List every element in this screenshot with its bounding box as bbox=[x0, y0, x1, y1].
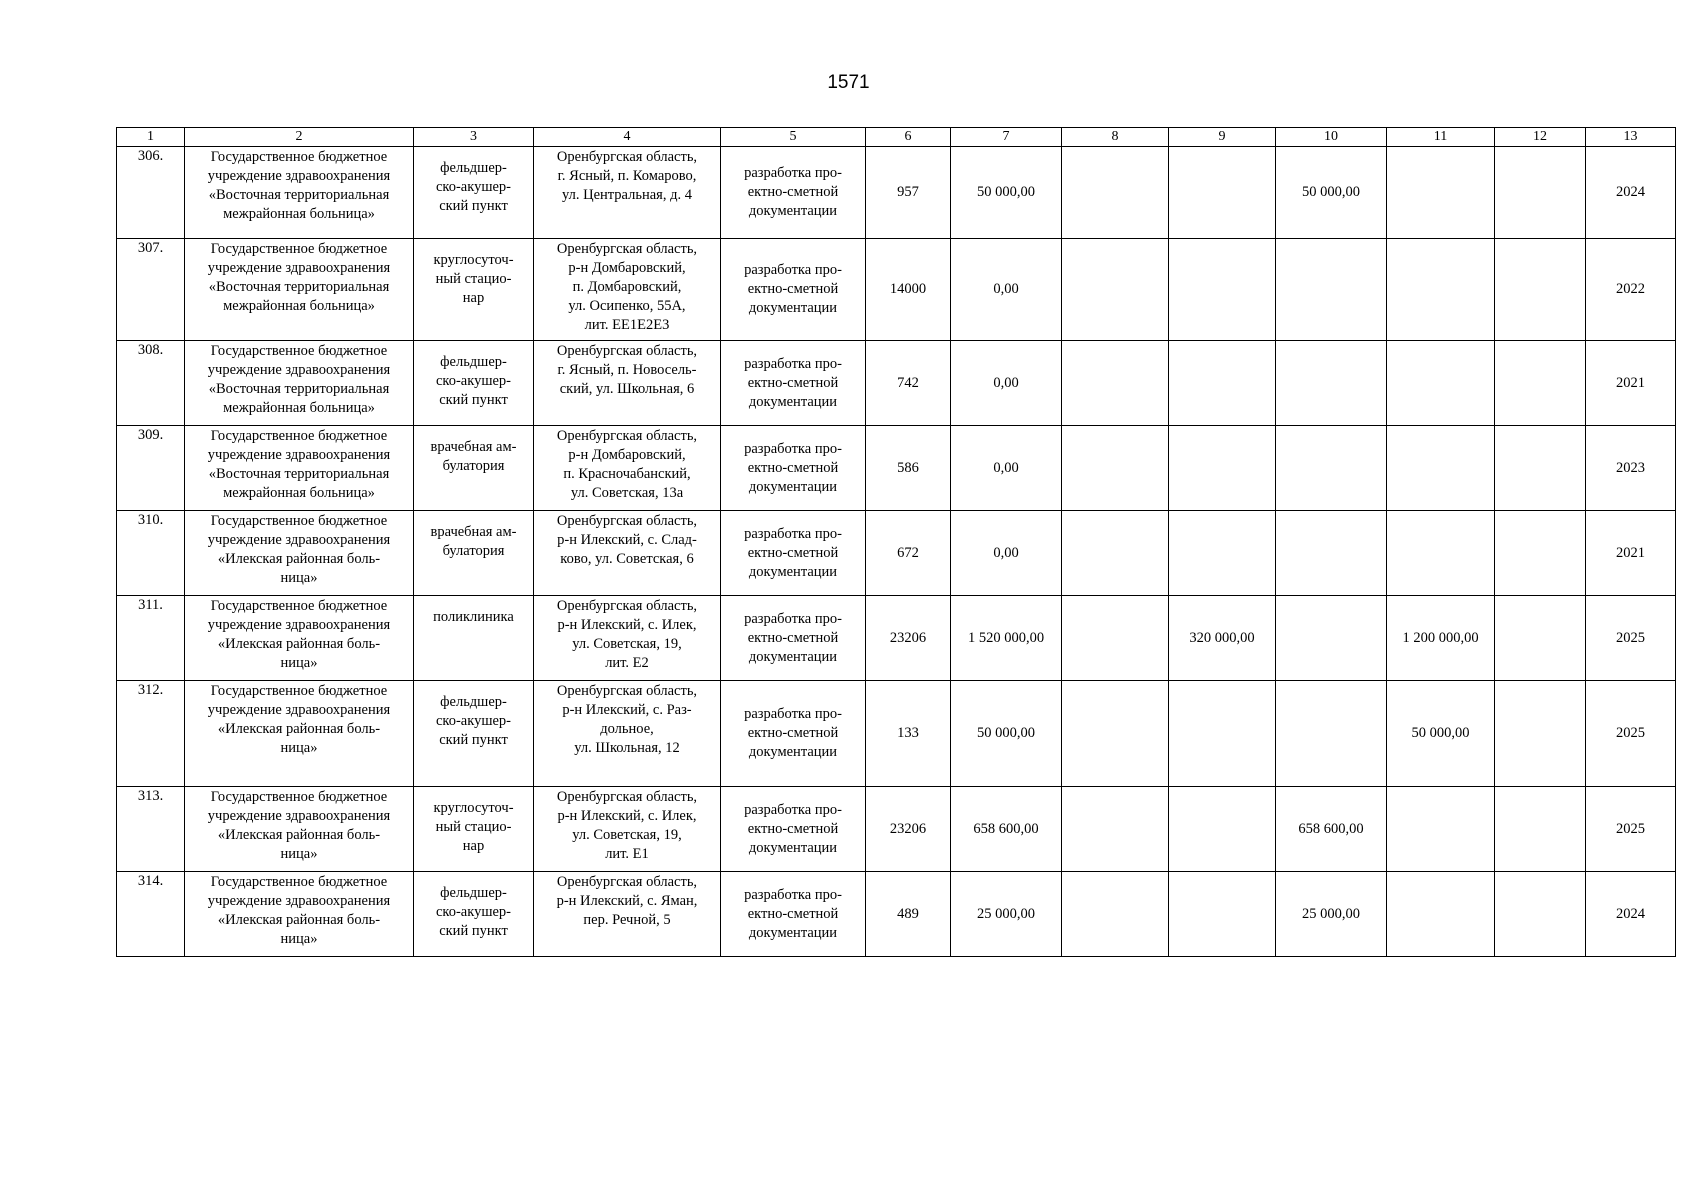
column-number-header: 9 bbox=[1169, 128, 1276, 147]
work-type-cell bbox=[721, 147, 866, 239]
work-type-cell-line: ектно-сметной bbox=[747, 281, 839, 297]
organization-cell bbox=[185, 239, 414, 341]
work-type-cell-line: документации bbox=[748, 648, 838, 665]
work-type-cell-line: документации bbox=[748, 478, 838, 495]
column-number-header: 13 bbox=[1586, 128, 1676, 147]
row-number-cell: 310. bbox=[117, 511, 185, 596]
row-number-cell: 314. bbox=[117, 872, 185, 957]
organization-cell-line: ница» bbox=[280, 846, 318, 862]
facility-type-cell bbox=[414, 787, 534, 872]
table-row bbox=[117, 147, 1676, 239]
facility-type-cell-line: ский пункт bbox=[439, 198, 508, 214]
organization-cell-line: «Илекская районная боль- bbox=[217, 827, 381, 843]
value-cell-10: 50 000,00 bbox=[1276, 147, 1387, 239]
table-row bbox=[117, 787, 1676, 872]
value-cell-8 bbox=[1062, 147, 1169, 239]
organization-cell-line: учреждение здравоохранения bbox=[207, 808, 391, 824]
address-cell-line: дольное, bbox=[600, 721, 654, 737]
organization-cell-line: ница» bbox=[280, 931, 318, 947]
address-cell-line: ский, ул. Школьная, 6 bbox=[559, 381, 695, 397]
organization-cell-line: учреждение здравоохранения bbox=[207, 893, 391, 909]
organization-cell-line: ница» bbox=[280, 570, 318, 586]
facility-type-cell bbox=[414, 239, 534, 341]
address-cell bbox=[534, 872, 721, 957]
value-cell-9 bbox=[1169, 426, 1276, 511]
value-cell-11: 1 200 000,00 bbox=[1387, 596, 1495, 681]
value-cell-12 bbox=[1495, 872, 1586, 957]
value-cell-12 bbox=[1495, 426, 1586, 511]
value-cell-12 bbox=[1495, 511, 1586, 596]
address-cell-line: ул. Центральная, д. 4 bbox=[562, 187, 692, 203]
value-cell-7: 50 000,00 bbox=[951, 681, 1062, 787]
value-cell-10 bbox=[1276, 511, 1387, 596]
value-cell-6: 23206 bbox=[866, 596, 951, 681]
value-cell-13: 2024 bbox=[1586, 147, 1676, 239]
address-cell-line: Оренбургская область, bbox=[556, 513, 698, 529]
address-cell-line: р-н Домбаровский, bbox=[568, 447, 686, 463]
work-type-cell-line: документации bbox=[748, 924, 838, 941]
organization-cell-line: межрайонная больница» bbox=[223, 206, 375, 222]
address-cell-line: р-н Илекский, с. Илек, bbox=[557, 617, 697, 633]
organization-cell-line: «Восточная территориальная bbox=[208, 279, 390, 295]
organization-cell-line: ница» bbox=[280, 655, 318, 671]
value-cell-11 bbox=[1387, 787, 1495, 872]
column-number-header: 3 bbox=[414, 128, 534, 147]
address-cell-line: р-н Илекский, с. Яман, bbox=[556, 893, 698, 909]
value-cell-9 bbox=[1169, 239, 1276, 341]
column-number-header: 12 bbox=[1495, 128, 1586, 147]
work-type-cell bbox=[721, 787, 866, 872]
organization-cell bbox=[185, 511, 414, 596]
value-cell-6: 957 bbox=[866, 147, 951, 239]
work-type-cell-line: ектно-сметной bbox=[747, 374, 839, 391]
work-type-cell-line: разработка про- bbox=[744, 355, 842, 372]
value-cell-7: 1 520 000,00 bbox=[951, 596, 1062, 681]
organization-cell-line: учреждение здравоохранения bbox=[207, 168, 391, 184]
work-type-cell-line: документации bbox=[748, 393, 838, 410]
row-number-cell: 306. bbox=[117, 147, 185, 239]
value-cell-13: 2025 bbox=[1586, 596, 1676, 681]
value-cell-10: 658 600,00 bbox=[1276, 787, 1387, 872]
work-type-cell bbox=[721, 596, 866, 681]
facility-type-cell bbox=[414, 681, 534, 787]
facility-type-cell bbox=[414, 147, 534, 239]
value-cell-6: 23206 bbox=[866, 787, 951, 872]
work-type-cell bbox=[721, 872, 866, 957]
value-cell-9 bbox=[1169, 511, 1276, 596]
value-cell-6: 586 bbox=[866, 426, 951, 511]
row-number-cell: 309. bbox=[117, 426, 185, 511]
column-number-header: 2 bbox=[185, 128, 414, 147]
value-cell-7: 658 600,00 bbox=[951, 787, 1062, 872]
value-cell-10 bbox=[1276, 681, 1387, 787]
work-type-cell-line: разработка про- bbox=[744, 801, 842, 818]
facility-type-cell-line: ско-акушер- bbox=[435, 713, 512, 729]
value-cell-7: 25 000,00 bbox=[951, 872, 1062, 957]
facility-type-cell bbox=[414, 511, 534, 596]
value-cell-8 bbox=[1062, 787, 1169, 872]
organization-cell-line: учреждение здравоохранения bbox=[207, 702, 391, 718]
value-cell-9 bbox=[1169, 787, 1276, 872]
value-cell-11 bbox=[1387, 426, 1495, 511]
work-type-cell-line: разработка про- bbox=[744, 610, 842, 627]
column-number-header: 11 bbox=[1387, 128, 1495, 147]
address-cell-line: ул. Советская, 19, bbox=[572, 636, 682, 652]
value-cell-12 bbox=[1495, 147, 1586, 239]
address-cell-line: Оренбургская область, bbox=[556, 789, 698, 805]
address-cell-line: лит. Е2 bbox=[605, 655, 649, 671]
facility-type-cell-line: булатория bbox=[442, 458, 505, 474]
organization-cell-line: «Илекская районная боль- bbox=[217, 551, 381, 567]
address-cell bbox=[534, 426, 721, 511]
address-cell-line: Оренбургская область, bbox=[556, 874, 698, 890]
organization-cell-line: Государственное бюджетное bbox=[210, 789, 388, 805]
address-cell bbox=[534, 681, 721, 787]
address-cell-line: Оренбургская область, bbox=[556, 683, 698, 699]
facility-type-cell-line: фельдшер- bbox=[440, 354, 507, 370]
row-number-cell: 308. bbox=[117, 341, 185, 426]
organization-cell-line: «Восточная территориальная bbox=[208, 381, 390, 397]
column-number-header: 1 bbox=[117, 128, 185, 147]
work-type-cell-line: разработка про- bbox=[744, 706, 842, 722]
work-type-cell bbox=[721, 239, 866, 341]
facility-type-cell bbox=[414, 426, 534, 511]
organization-cell-line: Государственное бюджетное bbox=[210, 874, 388, 890]
work-type-cell-line: ектно-сметной bbox=[747, 544, 839, 561]
work-type-cell-line: разработка про- bbox=[744, 525, 842, 542]
address-cell-line: ул. Советская, 13а bbox=[570, 485, 684, 501]
address-cell-line: Оренбургская область, bbox=[556, 149, 698, 165]
organization-cell-line: Государственное бюджетное bbox=[210, 598, 388, 614]
row-number-cell: 313. bbox=[117, 787, 185, 872]
table-row bbox=[117, 511, 1676, 596]
organization-cell-line: Государственное бюджетное bbox=[210, 683, 388, 699]
facility-type-cell bbox=[414, 872, 534, 957]
work-type-cell-line: ектно-сметной bbox=[747, 629, 839, 646]
column-number-header: 4 bbox=[534, 128, 721, 147]
value-cell-8 bbox=[1062, 239, 1169, 341]
table-row bbox=[117, 426, 1676, 511]
organization-cell-line: Государственное бюджетное bbox=[210, 241, 388, 257]
facility-type-cell-line: фельдшер- bbox=[440, 885, 507, 901]
organization-cell-line: «Восточная территориальная bbox=[208, 466, 390, 482]
column-number-header: 7 bbox=[951, 128, 1062, 147]
value-cell-8 bbox=[1062, 681, 1169, 787]
value-cell-11: 50 000,00 bbox=[1387, 681, 1495, 787]
value-cell-8 bbox=[1062, 596, 1169, 681]
address-cell bbox=[534, 596, 721, 681]
column-number-header: 8 bbox=[1062, 128, 1169, 147]
address-cell-line: р-н Илекский, с. Илек, bbox=[557, 808, 697, 824]
value-cell-12 bbox=[1495, 341, 1586, 426]
organization-cell-line: «Илекская районная боль- bbox=[217, 721, 381, 737]
address-cell bbox=[534, 239, 721, 341]
facility-type-cell-line: нар bbox=[462, 290, 485, 306]
organization-cell bbox=[185, 426, 414, 511]
address-cell-line: Оренбургская область, bbox=[556, 598, 698, 614]
value-cell-12 bbox=[1495, 596, 1586, 681]
organization-cell-line: Государственное бюджетное bbox=[210, 428, 388, 444]
facility-type-cell-line: ский пункт bbox=[439, 392, 508, 408]
address-cell-line: ул. Советская, 19, bbox=[572, 827, 682, 843]
value-cell-7: 0,00 bbox=[951, 511, 1062, 596]
facility-type-cell-line: ско-акушер- bbox=[435, 373, 512, 389]
facility-type-cell-line: ный стацио- bbox=[435, 271, 512, 287]
value-cell-13: 2021 bbox=[1586, 511, 1676, 596]
organization-cell-line: Государственное бюджетное bbox=[210, 149, 388, 165]
address-cell bbox=[534, 341, 721, 426]
value-cell-6: 489 bbox=[866, 872, 951, 957]
row-number-cell: 307. bbox=[117, 239, 185, 341]
value-cell-8 bbox=[1062, 872, 1169, 957]
value-cell-10 bbox=[1276, 239, 1387, 341]
work-type-cell-line: разработка про- bbox=[744, 262, 842, 278]
value-cell-6: 742 bbox=[866, 341, 951, 426]
work-type-cell-line: разработка про- bbox=[744, 440, 842, 457]
address-cell-line: г. Ясный, п. Новосель- bbox=[557, 362, 697, 378]
value-cell-8 bbox=[1062, 511, 1169, 596]
organization-cell-line: учреждение здравоохранения bbox=[207, 617, 391, 633]
value-cell-10 bbox=[1276, 596, 1387, 681]
value-cell-13: 2025 bbox=[1586, 681, 1676, 787]
address-cell-line: ул. Осипенко, 55А, bbox=[568, 298, 686, 314]
value-cell-11 bbox=[1387, 872, 1495, 957]
work-type-cell bbox=[721, 341, 866, 426]
address-cell-line: пер. Речной, 5 bbox=[583, 912, 671, 928]
value-cell-13: 2021 bbox=[1586, 341, 1676, 426]
address-cell-line: ково, ул. Советская, 6 bbox=[560, 551, 694, 567]
organization-cell bbox=[185, 147, 414, 239]
address-cell bbox=[534, 147, 721, 239]
address-cell-line: Оренбургская область, bbox=[556, 241, 698, 257]
value-cell-7: 0,00 bbox=[951, 426, 1062, 511]
column-number-header: 6 bbox=[866, 128, 951, 147]
facility-type-cell-line: нар bbox=[462, 838, 485, 854]
address-cell bbox=[534, 511, 721, 596]
facility-type-cell bbox=[414, 341, 534, 426]
work-type-cell-line: ектно-сметной bbox=[747, 725, 839, 741]
value-cell-12 bbox=[1495, 239, 1586, 341]
organization-cell-line: «Восточная территориальная bbox=[208, 187, 390, 203]
organization-cell-line: учреждение здравоохранения bbox=[207, 362, 391, 378]
work-type-cell-line: документации bbox=[748, 839, 838, 856]
address-cell bbox=[534, 787, 721, 872]
column-number-header: 10 bbox=[1276, 128, 1387, 147]
value-cell-7: 0,00 bbox=[951, 341, 1062, 426]
facilities-table bbox=[116, 127, 1676, 957]
work-type-cell-line: документации bbox=[748, 563, 838, 580]
facility-type-cell-line: ско-акушер- bbox=[435, 904, 512, 920]
value-cell-9: 320 000,00 bbox=[1169, 596, 1276, 681]
organization-cell-line: Государственное бюджетное bbox=[210, 513, 388, 529]
value-cell-11 bbox=[1387, 341, 1495, 426]
organization-cell bbox=[185, 341, 414, 426]
facility-type-cell-line: врачебная ам- bbox=[430, 439, 517, 455]
column-number-header: 5 bbox=[721, 128, 866, 147]
table-row bbox=[117, 596, 1676, 681]
address-cell-line: р-н Илекский, с. Раз- bbox=[562, 702, 692, 718]
organization-cell-line: учреждение здравоохранения bbox=[207, 260, 391, 276]
address-cell-line: лит. Е1 bbox=[605, 846, 649, 862]
row-number-cell: 312. bbox=[117, 681, 185, 787]
value-cell-11 bbox=[1387, 511, 1495, 596]
value-cell-12 bbox=[1495, 787, 1586, 872]
facility-type-cell-line: круглосуточ- bbox=[433, 800, 514, 816]
value-cell-10: 25 000,00 bbox=[1276, 872, 1387, 957]
address-cell-line: п. Домбаровский, bbox=[572, 279, 682, 295]
table-body bbox=[117, 128, 1676, 957]
value-cell-6: 14000 bbox=[866, 239, 951, 341]
work-type-cell bbox=[721, 681, 866, 787]
work-type-cell bbox=[721, 426, 866, 511]
value-cell-9 bbox=[1169, 341, 1276, 426]
facility-type-cell-line: поликлиника bbox=[433, 609, 514, 625]
work-type-cell-line: документации bbox=[748, 300, 838, 316]
organization-cell-line: межрайонная больница» bbox=[223, 485, 375, 501]
value-cell-7: 0,00 bbox=[951, 239, 1062, 341]
work-type-cell-line: документации bbox=[748, 203, 838, 219]
column-number-header-row bbox=[117, 128, 1676, 147]
address-cell-line: Оренбургская область, bbox=[556, 343, 698, 359]
facility-type-cell-line: ский пункт bbox=[439, 923, 508, 939]
organization-cell-line: учреждение здравоохранения bbox=[207, 532, 391, 548]
organization-cell-line: Государственное бюджетное bbox=[210, 343, 388, 359]
row-number-cell: 311. bbox=[117, 596, 185, 681]
facility-type-cell-line: фельдшер- bbox=[440, 694, 507, 710]
value-cell-10 bbox=[1276, 341, 1387, 426]
table-row bbox=[117, 239, 1676, 341]
facility-type-cell-line: круглосуточ- bbox=[433, 252, 514, 268]
address-cell-line: р-н Домбаровский, bbox=[568, 260, 686, 276]
organization-cell-line: ница» bbox=[280, 740, 318, 756]
value-cell-11 bbox=[1387, 147, 1495, 239]
work-type-cell-line: ектно-сметной bbox=[747, 905, 839, 922]
organization-cell bbox=[185, 787, 414, 872]
value-cell-12 bbox=[1495, 681, 1586, 787]
page-number: 1571 bbox=[827, 72, 870, 93]
facility-type-cell-line: врачебная ам- bbox=[430, 524, 517, 540]
address-cell-line: ул. Школьная, 12 bbox=[574, 740, 680, 756]
value-cell-13: 2025 bbox=[1586, 787, 1676, 872]
value-cell-10 bbox=[1276, 426, 1387, 511]
value-cell-13: 2022 bbox=[1586, 239, 1676, 341]
value-cell-6: 672 bbox=[866, 511, 951, 596]
facility-type-cell-line: ско-акушер- bbox=[435, 179, 512, 195]
facility-type-cell-line: ный стацио- bbox=[435, 819, 512, 835]
organization-cell-line: межрайонная больница» bbox=[223, 400, 375, 416]
organization-cell bbox=[185, 872, 414, 957]
work-type-cell-line: разработка про- bbox=[744, 886, 842, 903]
organization-cell-line: «Илекская районная боль- bbox=[217, 912, 381, 928]
facility-type-cell bbox=[414, 596, 534, 681]
work-type-cell-line: ектно-сметной bbox=[747, 184, 839, 200]
organization-cell-line: учреждение здравоохранения bbox=[207, 447, 391, 463]
address-cell-line: р-н Илекский, с. Слад- bbox=[557, 532, 697, 548]
work-type-cell-line: ектно-сметной bbox=[747, 459, 839, 476]
value-cell-9 bbox=[1169, 872, 1276, 957]
value-cell-6: 133 bbox=[866, 681, 951, 787]
work-type-cell-line: ектно-сметной bbox=[747, 820, 839, 837]
organization-cell-line: межрайонная больница» bbox=[223, 298, 375, 314]
organization-cell bbox=[185, 596, 414, 681]
table-row bbox=[117, 872, 1676, 957]
facility-type-cell-line: фельдшер- bbox=[440, 160, 507, 176]
value-cell-9 bbox=[1169, 147, 1276, 239]
address-cell-line: п. Красночабанский, bbox=[563, 466, 691, 482]
organization-cell-line: «Илекская районная боль- bbox=[217, 636, 381, 652]
value-cell-8 bbox=[1062, 341, 1169, 426]
value-cell-7: 50 000,00 bbox=[951, 147, 1062, 239]
facility-type-cell-line: ский пункт bbox=[439, 732, 508, 748]
value-cell-8 bbox=[1062, 426, 1169, 511]
table-row bbox=[117, 341, 1676, 426]
work-type-cell-line: документации bbox=[748, 744, 838, 760]
organization-cell bbox=[185, 681, 414, 787]
value-cell-11 bbox=[1387, 239, 1495, 341]
work-type-cell bbox=[721, 511, 866, 596]
facility-type-cell-line: булатория bbox=[442, 543, 505, 559]
value-cell-13: 2023 bbox=[1586, 426, 1676, 511]
address-cell-line: лит. ЕЕ1Е2Е3 bbox=[584, 317, 670, 333]
value-cell-13: 2024 bbox=[1586, 872, 1676, 957]
work-type-cell-line: разработка про- bbox=[744, 165, 842, 181]
address-cell-line: Оренбургская область, bbox=[556, 428, 698, 444]
table-row bbox=[117, 681, 1676, 787]
address-cell-line: г. Ясный, п. Комарово, bbox=[557, 168, 697, 184]
value-cell-9 bbox=[1169, 681, 1276, 787]
